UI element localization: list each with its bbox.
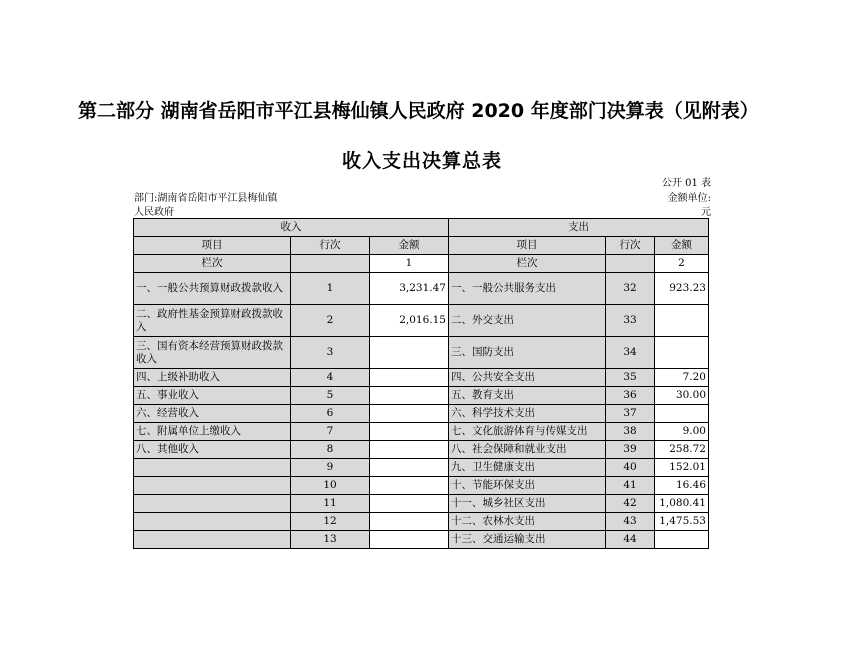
department-label: 部门:湖南省岳阳市平江县梅仙镇	[134, 193, 278, 204]
expense-row-no-header: 行次	[606, 237, 655, 255]
table-row	[134, 405, 709, 423]
expense-item-cell: 六、科学技术支出	[449, 405, 606, 423]
expense-amount-cell: 7.20	[655, 369, 709, 387]
income-amount-header: 金额	[370, 237, 449, 255]
expense-amount-cell: 258.72	[655, 441, 709, 459]
expense-header: 支出	[449, 219, 709, 237]
expense-item-cell: 二、外交支出	[449, 305, 606, 337]
income-row-number-cell: 13	[291, 531, 370, 549]
table-row	[134, 273, 709, 305]
income-item-cell: 三、国有资本经营预算财政拨款收入	[134, 337, 291, 369]
income-column-number: 1	[370, 255, 449, 273]
income-amount-cell	[370, 387, 449, 405]
expense-amount-cell	[655, 305, 709, 337]
expense-amount-cell: 923.23	[655, 273, 709, 305]
table-row	[134, 423, 709, 441]
expense-row-number-cell: 36	[606, 387, 655, 405]
income-amount-cell: 3,231.47	[370, 273, 449, 305]
income-row-number-cell: 2	[291, 305, 370, 337]
income-item-header: 项目	[134, 237, 291, 255]
section-header-row	[134, 219, 709, 237]
expense-row-number-cell: 40	[606, 459, 655, 477]
income-row-number-cell: 11	[291, 495, 370, 513]
table-row	[134, 477, 709, 495]
income-amount-cell	[370, 405, 449, 423]
expense-item-cell: 十、节能环保支出	[449, 477, 606, 495]
summary-table	[133, 218, 709, 549]
form-number: 公开 01 表	[661, 178, 711, 189]
income-row-number-cell: 7	[291, 423, 370, 441]
income-amount-cell	[370, 477, 449, 495]
unit-label: 金额单位:	[667, 193, 711, 204]
table-row	[134, 531, 709, 549]
expense-row-number-cell: 34	[606, 337, 655, 369]
income-item-cell	[134, 495, 291, 513]
expense-amount-cell: 30.00	[655, 387, 709, 405]
income-amount-cell	[370, 423, 449, 441]
expense-item-cell: 一、一般公共服务支出	[449, 273, 606, 305]
expense-amount-cell	[655, 337, 709, 369]
expense-item-cell: 八、社会保障和就业支出	[449, 441, 606, 459]
expense-item-cell: 十一、城乡社区支出	[449, 495, 606, 513]
income-row-no-header: 行次	[291, 237, 370, 255]
income-item-cell	[134, 513, 291, 531]
income-amount-cell	[370, 495, 449, 513]
expense-column-blank	[606, 255, 655, 273]
income-column-blank	[291, 255, 370, 273]
expense-item-cell: 三、国防支出	[449, 337, 606, 369]
income-row-number-cell: 4	[291, 369, 370, 387]
expense-item-cell: 五、教育支出	[449, 387, 606, 405]
table-row	[134, 305, 709, 337]
expense-item-cell: 十三、交通运输支出	[449, 531, 606, 549]
table-row	[134, 369, 709, 387]
income-row-number-cell: 10	[291, 477, 370, 495]
table-row	[134, 337, 709, 369]
expense-amount-cell	[655, 531, 709, 549]
expense-row-number-cell: 39	[606, 441, 655, 459]
expense-row-number-cell: 44	[606, 531, 655, 549]
column-number-row	[134, 255, 709, 273]
expense-item-header: 项目	[449, 237, 606, 255]
expense-item-cell: 七、文化旅游体育与传媒支出	[449, 423, 606, 441]
income-amount-cell: 2,016.15	[370, 305, 449, 337]
expense-item-cell: 四、公共安全支出	[449, 369, 606, 387]
expense-column-label: 栏次	[449, 255, 606, 273]
income-item-cell: 六、经营收入	[134, 405, 291, 423]
income-amount-cell	[370, 513, 449, 531]
income-item-cell: 八、其他收入	[134, 441, 291, 459]
expense-row-number-cell: 37	[606, 405, 655, 423]
income-item-cell: 二、政府性基金预算财政拨款收入	[134, 305, 291, 337]
table-row	[134, 495, 709, 513]
expense-row-number-cell: 42	[606, 495, 655, 513]
expense-amount-cell: 9.00	[655, 423, 709, 441]
income-item-cell: 五、事业收入	[134, 387, 291, 405]
expense-row-number-cell: 41	[606, 477, 655, 495]
income-amount-cell	[370, 459, 449, 477]
income-item-cell	[134, 459, 291, 477]
income-row-number-cell: 3	[291, 337, 370, 369]
table-row	[134, 387, 709, 405]
expense-item-cell: 九、卫生健康支出	[449, 459, 606, 477]
income-amount-cell	[370, 337, 449, 369]
expense-column-number: 2	[655, 255, 709, 273]
income-row-number-cell: 5	[291, 387, 370, 405]
expense-amount-cell: 1,080.41	[655, 495, 709, 513]
income-item-cell: 四、上级补助收入	[134, 369, 291, 387]
expense-row-number-cell: 43	[606, 513, 655, 531]
table-row	[134, 441, 709, 459]
page-heading: 第二部分 湖南省岳阳市平江县梅仙镇人民政府 2020 年度部门决算表（见附表）	[78, 100, 759, 122]
income-row-number-cell: 12	[291, 513, 370, 531]
income-row-number-cell: 9	[291, 459, 370, 477]
table-title: 收入支出决算总表	[341, 150, 502, 172]
income-row-number-cell: 8	[291, 441, 370, 459]
unit-value: 元	[701, 207, 711, 218]
column-header-row	[134, 237, 709, 255]
expense-amount-cell: 16.46	[655, 477, 709, 495]
expense-item-cell: 十二、农林水支出	[449, 513, 606, 531]
expense-amount-header: 金额	[655, 237, 709, 255]
income-item-cell: 一、一般公共预算财政拨款收入	[134, 273, 291, 305]
expense-row-number-cell: 35	[606, 369, 655, 387]
income-item-cell: 七、附属单位上缴收入	[134, 423, 291, 441]
income-item-cell	[134, 531, 291, 549]
income-row-number-cell: 6	[291, 405, 370, 423]
expense-amount-cell	[655, 405, 709, 423]
expense-amount-cell: 1,475.53	[655, 513, 709, 531]
income-amount-cell	[370, 441, 449, 459]
income-amount-cell	[370, 531, 449, 549]
income-header: 收入	[134, 219, 449, 237]
table-row	[134, 459, 709, 477]
income-item-cell	[134, 477, 291, 495]
income-amount-cell	[370, 369, 449, 387]
expense-row-number-cell: 33	[606, 305, 655, 337]
income-column-label: 栏次	[134, 255, 291, 273]
department-label-continued: 人民政府	[134, 207, 174, 218]
expense-row-number-cell: 32	[606, 273, 655, 305]
expense-row-number-cell: 38	[606, 423, 655, 441]
expense-amount-cell: 152.01	[655, 459, 709, 477]
income-row-number-cell: 1	[291, 273, 370, 305]
table-row	[134, 513, 709, 531]
